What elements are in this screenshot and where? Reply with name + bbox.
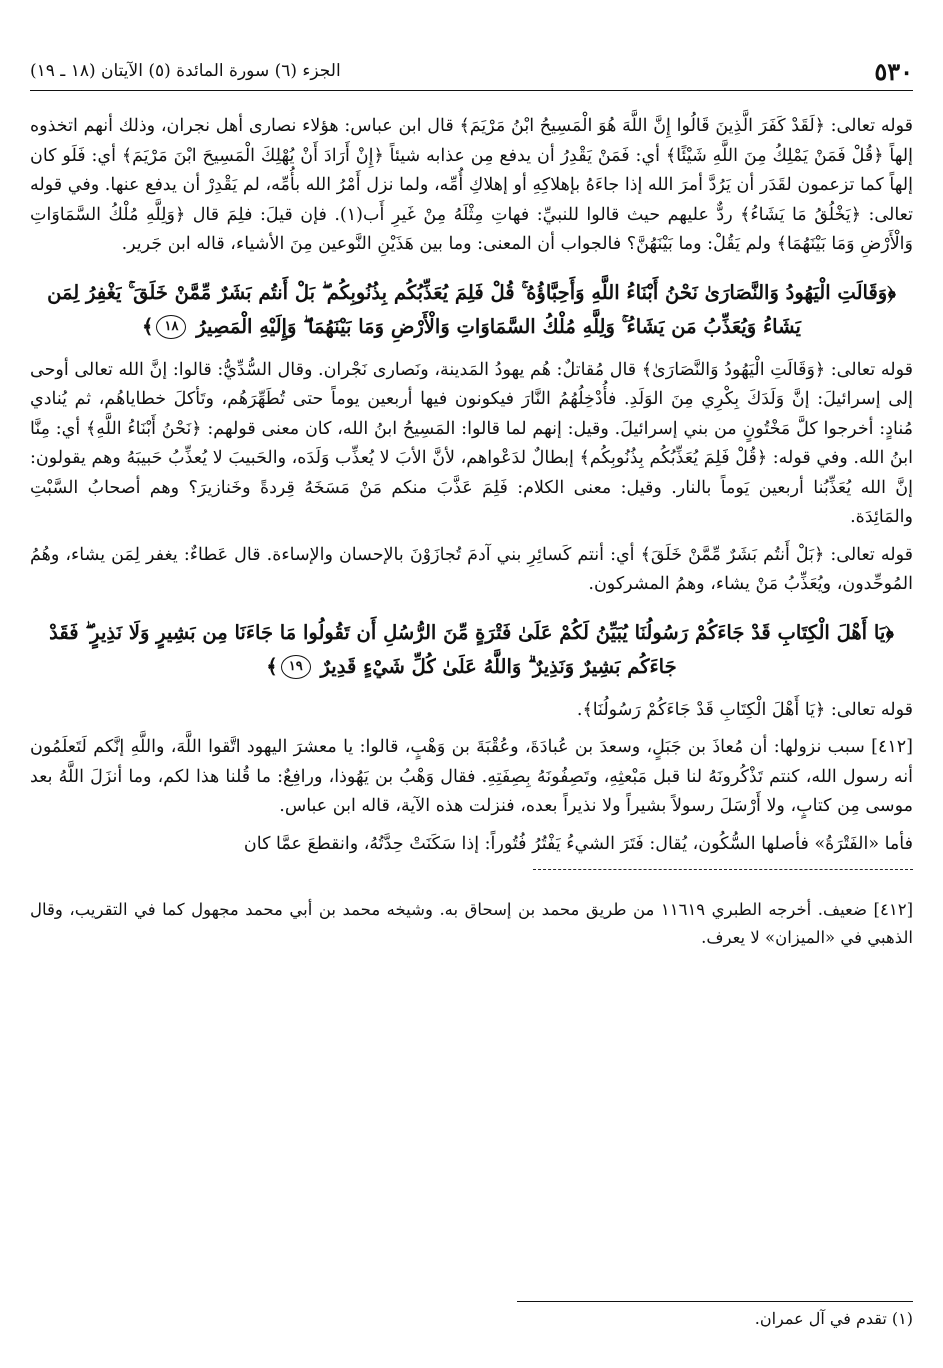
paragraph-tafsir-basharun: قوله تعالى: ﴿بَلْ أَنتُم بَشَرٌ مِّمَّنْ خَلَقَ﴾ أي: أنتم كَسائِرِ بني آدمَ تُجازَوْنَ بالإحسان والإساءة. قال عَطاءٌ: يغفر لِمَن يشاء، وهُمُ المُوحِّدون، ويُعَذِّبُ مَنْ يشاء، وهمُ المشركون. (30, 544, 913, 594)
hadith-grading-note: [٤١٢] ضعيف. أخرجه الطبري ١١٦١٩ من طريق محمد بن إسحاق به. وشيخه محمد بن أبي محمد مجهول كما في التقريب، وقال الذهبي في «الميزان» لا يعرف. (30, 900, 913, 947)
verse-19-text: ﴿يَا أَهْلَ الْكِتَابِ قَدْ جَاءَكُمْ رَسُولُنَا يُبَيِّنُ لَكُمْ عَلَىٰ فَتْرَةٍ مِّنَ الرُّسُلِ أَن تَقُولُوا مَا جَاءَنَا مِن بَشِيرٍ وَلَا نَذِيرٍ ۖ فَقَدْ جَاءَكُم بَشِيرٌ وَنَذِيرٌ ۗ وَاللَّهُ عَلَىٰ كُلِّ شَيْءٍ قَدِيرٌ (49, 620, 894, 678)
quran-verse-18: ﴿وَقَالَتِ الْيَهُودُ وَالنَّصَارَىٰ نَحْنُ أَبْنَاءُ اللَّهِ وَأَحِبَّاؤُهُ ۚ قُلْ فَلِمَ يُعَذِّبُكُم بِذُنُوبِكُم ۖ بَلْ أَنتُم بَشَرٌ مِّمَّنْ خَلَقَ ۚ يَغْفِرُ لِمَن يَشَاءُ وَيُعَذِّبُ مَن يَشَاءُ ۚ وَلِلَّهِ مُلْكُ السَّمَاوَاتِ وَالْأَرْضِ وَمَا بَيْنَهُمَا ۖ وَإِلَيْهِ الْمَصِيرُ ١٨﴾ (47, 280, 896, 338)
page-number: ٥٣٠ (874, 56, 913, 86)
verse-18-text: ﴿وَقَالَتِ الْيَهُودُ وَالنَّصَارَىٰ نَحْنُ أَبْنَاءُ اللَّهِ وَأَحِبَّاؤُهُ ۚ قُلْ فَلِمَ يُعَذِّبُكُم بِذُنُوبِكُم ۖ بَلْ أَنتُم بَشَرٌ مِّمَّنْ خَلَقَ ۚ يَغْفِرُ لِمَن يَشَاءُ وَيُعَذِّبُ مَن يَشَاءُ ۚ وَلِلَّهِ مُلْكُ السَّمَاوَاتِ وَالْأَرْضِ وَمَا بَيْنَهُمَا ۖ وَإِلَيْهِ الْمَصِيرُ (47, 280, 896, 338)
running-head: الجزء (٦) سورة المائدة (٥) الآيتان (١٨ ـ ١٩) (30, 61, 341, 81)
dashed-separator (533, 869, 913, 870)
main-text (30, 112, 913, 952)
footnote: (١) تقدم في آل عمران. (754, 1309, 913, 1328)
paragraph-fatra-definition: فأما «الفَتْرَةُ» فأصلها السُّكُون، يُقال: فَتَرَ الشيءُ يَفْتُرُ فُتُوراً: إذا سَكَنَتْ حِدَّتُهُ، وانقطعَ عمَّا كان (243, 833, 913, 854)
page-header (30, 52, 913, 91)
paragraph-verse-19-intro: قوله تعالى: ﴿يَا أَهْلَ الْكِتَابِ قَدْ جَاءَكُمْ رَسُولُنَا﴾. (576, 699, 913, 720)
footnote-rule (517, 1301, 913, 1302)
paragraph-tafsir-verse-17: قوله تعالى: ﴿لَقَدْ كَفَرَ الَّذِينَ قَالُوا إِنَّ اللَّهَ هُوَ الْمَسِيحُ ابْنُ مَرْيَمَ﴾ قال ابن عباس: هؤلاء نصارى أهل نجران، وذلك أنهم اتخذوه إلهاً ﴿قُلْ فَمَنْ يَمْلِكُ مِنَ اللَّهِ شَيْئًا﴾ أي: فَمَنْ يَقْدِرُ أن يدفع مِن عذابه شيئاً ﴿إِنْ أَرَادَ أَنْ يُهْلِكَ الْمَسِيحَ ابْنَ مَرْيَمَ﴾ أي: فَلَو كان إلهاً كما تزعمون لقَدَر أن يَرُدَّ أمرَ الله إذا جاءَهُ بإهلاكِهِ أو إهلاكِ أُمِّه، ولما نزل أَمْرُ الله بأُمِّه، لم يَقْدِرْ أن يدفع عنها. وفي قوله تعالى: ﴿يَخْلُقُ مَا يَشَاءُ﴾ ردٌّ عليهم حيث قالوا للنبيِّ: فهاتِ مِثْلَهُ مِنْ غَيرِ أَب(١). فإن قيلَ: فلِمَ قال ﴿وَلِلَّهِ مُلْكُ السَّمَاوَاتِ وَالْأَرْضِ وَمَا بَيْنَهُمَا﴾ ولم يَقُلْ: وما بَيْنَهُنَّ؟ فالجواب أن المعنى: وما بين هَذَيْنِ النَّوعين مِنَ الأشياء، قاله ابن جَرير. (30, 116, 913, 254)
paragraph-occasion-of-revelation: [٤١٢] سبب نزولها: أن مُعاذَ بن جَبَلٍ، وسعدَ بن عُبادَةَ، وعُقْبَةَ بن وَهْبٍ، قالوا: يا معشرَ اليهود اتَّقوا اللَّهَ، واللَّهِ إنَّكم لَتَعلَمُون أنه رسول الله، كنتم تَذْكُرونَهُ لنا قبل مَبْعثِهِ، وتَصِفُونَهُ بِصِفَتِهِ. فقال وَهْبُ بن يَهُوذا، ورافِعٌ: ما قُلنا هذا لكم، وما أنزَلَ اللَّهُ بعد موسى مِن كتابٍ، ولا أَرْسَلَ رسولاً بشيراً ولا نذيراً بعده، فنزلت هذه الآية، قاله ابن عباس. (30, 737, 913, 816)
verse-18-number: ١٨ (156, 315, 186, 339)
verse-19-number: ١٩ (281, 655, 311, 679)
quran-verse-19: ﴿يَا أَهْلَ الْكِتَابِ قَدْ جَاءَكُمْ رَسُولُنَا يُبَيِّنُ لَكُمْ عَلَىٰ فَتْرَةٍ مِّنَ الرُّسُلِ أَن تَقُولُوا مَا جَاءَنَا مِن بَشِيرٍ وَلَا نَذِيرٍ ۖ فَقَدْ جَاءَكُم بَشِيرٌ وَنَذِيرٌ ۗ وَاللَّهُ عَلَىٰ كُلِّ شَيْءٍ قَدِيرٌ ١٩﴾ (49, 620, 894, 678)
paragraph-tafsir-verse-18: قوله تعالى: ﴿وَقَالَتِ الْيَهُودُ وَالنَّصَارَىٰ﴾ قال مُقاتلٌ: هُم يهودُ المَدينة، ونَصارى نَجْران. وقال السُّدِّيُّ: قالوا: إنَّ الله تعالى أوحى إلى إسرائيلَ: إنَّ وَلَدَكَ بِكْرِي مِنَ الوَلَدِ. فأُدْخِلُهُمُ النَّارَ فيكونون فيها أربعين يوماً حتى تُطَهِّرَهُم، وتَأكلَ خطاياهُم، ثم يُنادي مُنادٍ: أخرجوا كلَّ مَخْتُونٍ من بني إسرائيلَ. وقيل: إنهم لما قالوا: المَسِيحُ ابنُ الله، كان معنى قولهم: ﴿نَحْنُ أَبْنَاءُ اللَّهِ﴾ أي: مِنَّا ابنُ الله. وفي قوله: ﴿قُلْ فَلِمَ يُعَذِّبُكُم بِذُنُوبِكُم﴾ إبطالٌ لدَعْواهم، لأنَّ الأبَ لا يُعذِّب وَلَدَه، والحَبيبَ لا يُعذِّبُ حَبيبَهُ وهم يقولون: إنَّ الله يُعَذِّبُنا أربعين يَوماً بالنار. وقيل: معنى الكلام: فَلِمَ عَذَّبَ منكم مَنْ مَسَخَهُ قِردةً وخَنازيرَ؟ وهم أصحابُ السَّبْتِ والمَائِدَة. (30, 359, 913, 527)
